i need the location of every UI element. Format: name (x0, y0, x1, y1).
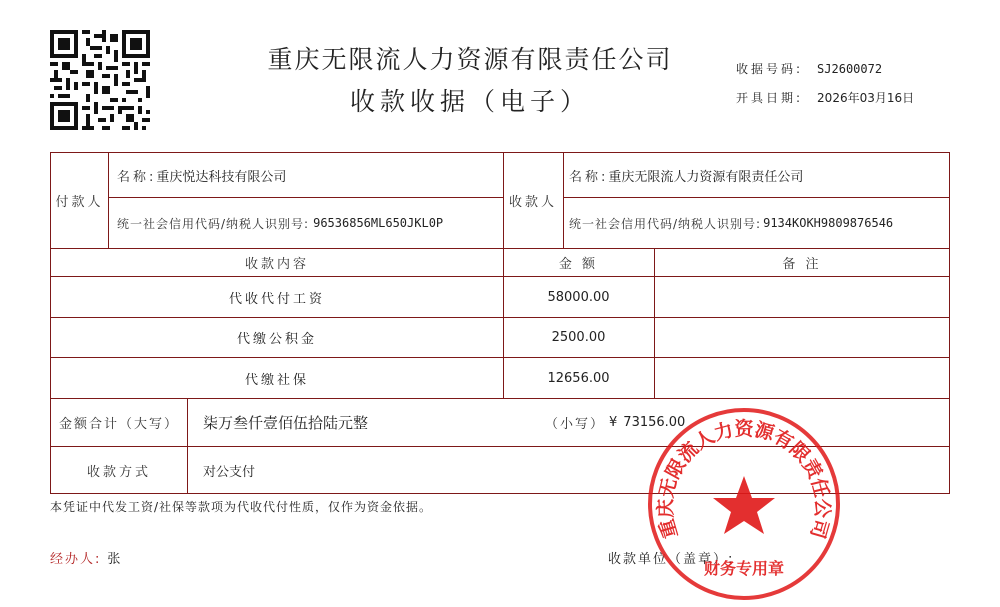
receipt-number: SJ2600072 (817, 62, 883, 76)
row-3-remark (654, 358, 950, 398)
payee-tax-label: 统一社会信用代码/纳税人识别号: (569, 216, 762, 231)
row-1-remark (654, 277, 950, 317)
issue-date-row (736, 89, 914, 106)
header-content: 收款内容 (244, 257, 309, 272)
payment-method-label: 收款方式 (86, 465, 151, 480)
payer-name-row (117, 153, 503, 197)
handler-row (50, 548, 120, 567)
company-title: 重庆无限流人力资源有限责任公司 (267, 45, 673, 74)
row-2-remark (654, 318, 950, 357)
payer-name: 重庆悦达科技有限公司 (156, 169, 287, 185)
receipt-number-label: 收据号码: (736, 62, 804, 76)
qr-code (50, 30, 150, 130)
payer-tax-id: 96536856ML650JKL0P (313, 216, 444, 230)
svg-text:财务专用章: 财务专用章 (703, 559, 785, 578)
handler-name: 张 (107, 552, 121, 567)
total-label: 金额合计（大写） (58, 417, 179, 432)
payee-name: 重庆无限流人力资源有限责任公司 (608, 169, 804, 185)
total-lower: 73156.00 (623, 415, 686, 430)
payee-tax-row (569, 198, 950, 248)
row-3-content: 代缴社保 (244, 372, 309, 388)
payer-label: 付款人 (55, 195, 104, 210)
payment-method: 对公支付 (203, 465, 256, 480)
row-2-amount: 2500.00 (551, 330, 606, 345)
issue-date: 2026年03月16日 (817, 91, 915, 105)
payee-unit-label: 收款单位（盖章）: (608, 552, 735, 567)
receipt-number-row (736, 60, 882, 77)
disclaimer-note: 本凭证中代发工资/社保等款项为代收代付性质，仅作为资金依据。 (50, 500, 433, 514)
issue-date-label: 开具日期: (736, 91, 804, 105)
company-seal-stamp (644, 404, 844, 604)
total-lower-label: （小写） (545, 417, 606, 432)
currency-symbol: ¥ (609, 415, 618, 430)
payee-name-row (569, 153, 950, 197)
payer-tax-row (117, 198, 503, 248)
payee-tax-id: 9134KOKH9809876546 (763, 216, 894, 230)
document-title: 收款收据（电子） (349, 87, 590, 116)
row-1-content: 代收代付工资 (228, 291, 325, 307)
row-2-content: 代缴公积金 (236, 332, 317, 347)
handler-label: 经办人: (50, 552, 102, 567)
row-3-amount: 12656.00 (547, 370, 610, 386)
payer-name-label: 名称: (117, 169, 157, 185)
total-upper: 柒万叁仟壹佰伍拾陆元整 (203, 414, 369, 432)
row-1-amount: 58000.00 (547, 289, 610, 305)
header-remarks: 备 注 (782, 257, 822, 272)
payer-tax-label: 统一社会信用代码/纳税人识别号: (117, 216, 310, 231)
svg-text:重庆无限流人力资源有限责任公司: 重庆无限流人力资源有限责任公司 (654, 418, 834, 541)
header-amount: 金 额 (558, 257, 599, 272)
star-icon (713, 476, 775, 534)
payee-label: 收款人 (508, 195, 557, 210)
payee-name-label: 名称: (569, 169, 609, 185)
